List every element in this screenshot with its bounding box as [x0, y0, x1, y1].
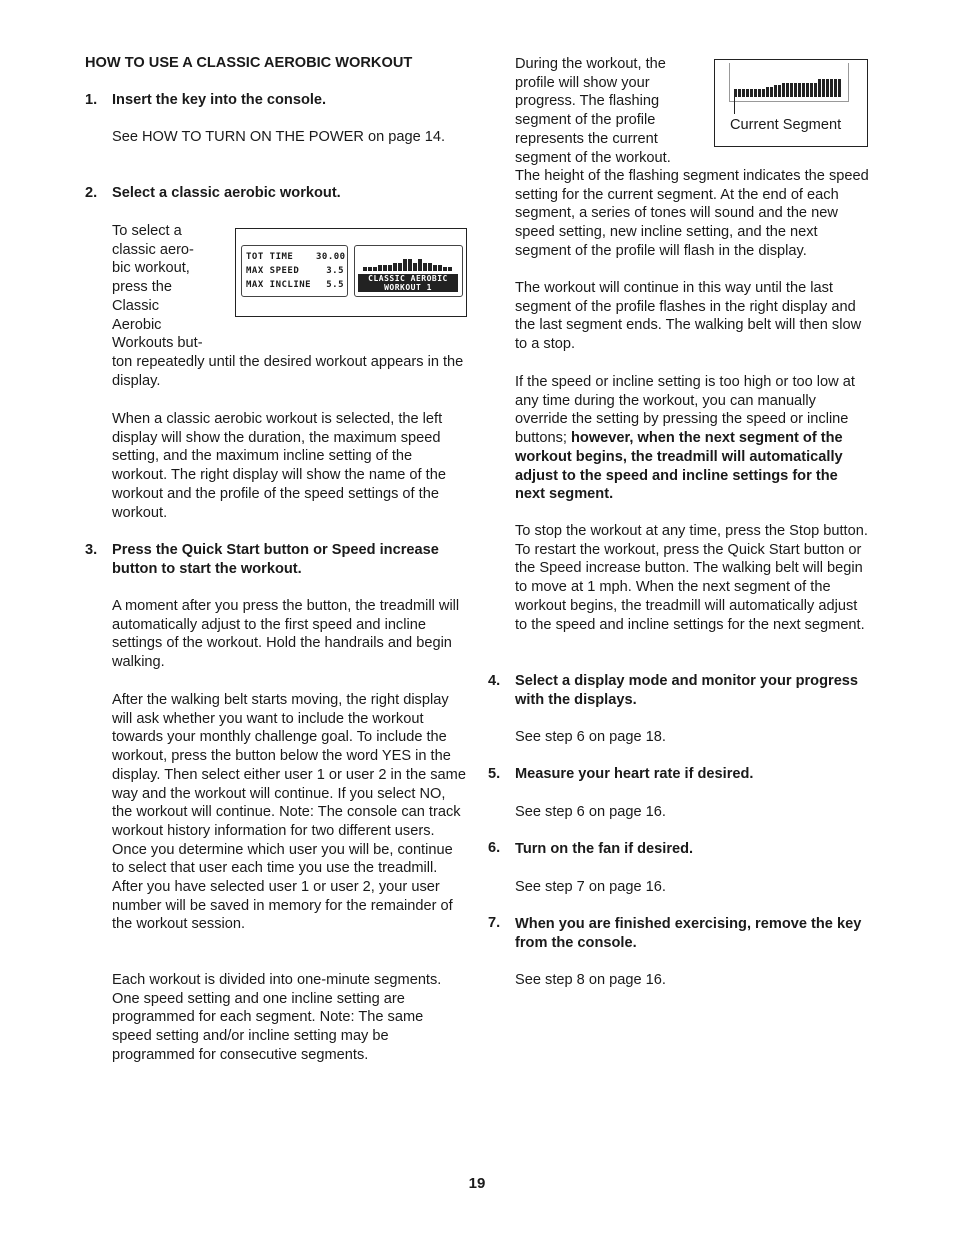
segment-pointer-line [734, 96, 735, 114]
page-number: 19 [468, 1175, 486, 1192]
speed-profile-bars [359, 249, 457, 273]
step-6-title: Turn on the fan if desired. [515, 841, 694, 857]
step-5-number: 5. [488, 766, 501, 782]
right-paragraph-3: If the speed or incline setting is too high or too low at any time during the workout, you can manually override the setting by pressing the speed or incline buttons; however, when the next segment of the workout begins, the treadmill will automatically adjust to the speed and incline settings for the next segment. [515, 374, 855, 503]
step-7-body: See step 8 on page 16. [515, 972, 666, 988]
profile-display [729, 63, 849, 102]
step-2-number: 2. [85, 185, 98, 201]
step-7-title: When you are finished exercising, remove the key from the console. [515, 916, 862, 951]
step-3-paragraph-1: A moment after you press the button, the treadmill will automatically adjust to the first speed and incline settings of the workout. Hold the handrails and begin walking. [112, 598, 460, 671]
section-heading: HOW TO USE A CLASSIC AEROBIC WORKOUT [85, 55, 413, 71]
right-paragraph-4: To stop the workout at any time, press the Stop button. To restart the workout, press the Quick Start button or the Speed increase button. The walking belt will begin to move at 1 mph. When the next segment of the workout begins, the treadmill will automatically adjust to the speed and incline settings for the next segment. [515, 523, 868, 633]
right-intro-wrapped: During the workout, the profile will show your progress. The flashing segment of the profile represents the current segment of the workout. [515, 56, 671, 166]
right-paragraph-2: The workout will continue in this way until the last segment of the profile flashes in the right display and the last segment ends. The walking belt will then slow to a stop. [515, 280, 862, 353]
right-intro-tail: The height of the flashing segment indicates the speed setting for the current segment. At the end of each segment, a series of tones will sound and the new speed setting, new incline setting, and the next segment of the profile will flash in the display. [515, 168, 869, 259]
step-6-number: 6. [488, 840, 501, 856]
step-4-title: Select a display mode and monitor your progress with the displays. [515, 673, 859, 708]
step-1-title: Insert the key into the console. [112, 92, 327, 108]
left-display [241, 245, 348, 297]
current-segment-illustration [714, 59, 868, 147]
step-4-number: 4. [488, 673, 501, 689]
step-3-paragraph-2: After the walking belt starts moving, the right display will ask whether you want to include the workout towards your monthly challenge goal. To include the workout, press the button below the word YES in the display. Then select either user 1 or user 2 in the same way and the workout will continue. If you select NO, the workout will continue. Note: The console can track workout history information for two different users. Once you determine which user you will be, continue to select that user each time you use the treadmill. After you have selected user 1 or user 2, your user number will be saved in memory for the remainder of the workout session. [112, 692, 466, 933]
lcd-value-speed: 3.5 [326, 266, 344, 276]
console-display-illustration [235, 228, 467, 317]
step-3-title: Press the Quick Start button or Speed increase button to start the workout. [112, 542, 439, 577]
lcd-label-incline: MAX INCLINE [246, 280, 312, 290]
step-2-title: Select a classic aerobic workout. [112, 185, 341, 201]
step-7-number: 7. [488, 915, 501, 931]
right-display [354, 245, 463, 297]
lcd-value-incline: 5.5 [326, 280, 344, 290]
lcd-value-time: 30.00 [316, 252, 346, 262]
lcd-label-speed: MAX SPEED [246, 266, 300, 276]
step-3-number: 3. [85, 542, 98, 558]
current-segment-label: Current Segment [730, 117, 842, 133]
lcd-workout-name: CLASSIC AEROBIC WORKOUT 1 [358, 274, 458, 292]
step-4-body: See step 6 on page 18. [515, 729, 666, 745]
step-2-wrap-tail: ton repeatedly until the desired workout appears in the display. [112, 354, 464, 389]
step-1-number: 1. [85, 92, 98, 108]
step-1-body: See HOW TO TURN ON THE POWER on page 14. [112, 129, 446, 145]
lcd-label-time: TOT TIME [246, 252, 294, 262]
step-5-title: Measure your heart rate if desired. [515, 766, 754, 782]
step-6-body: See step 7 on page 16. [515, 879, 666, 895]
step-3-paragraph-3: Each workout is divided into one-minute segments. One speed setting and one incline setting are programmed for each segment. Note: The same speed setting and/or incline setting may be programmed for consecutive segments. [112, 972, 442, 1063]
profile-segment-bars [734, 73, 846, 99]
step-2-wrapped-text: To select a classic aero- bic workout, press the Classic Aerobic Workouts but- [112, 223, 203, 352]
step-2-body-2: When a classic aerobic workout is selected, the left display will show the duration, the maximum speed setting, and the maximum incline setting of the workout. The right display will show the name of the workout and the profile of the speed settings of the workout. [112, 411, 446, 521]
step-5-body: See step 6 on page 16. [515, 804, 666, 820]
